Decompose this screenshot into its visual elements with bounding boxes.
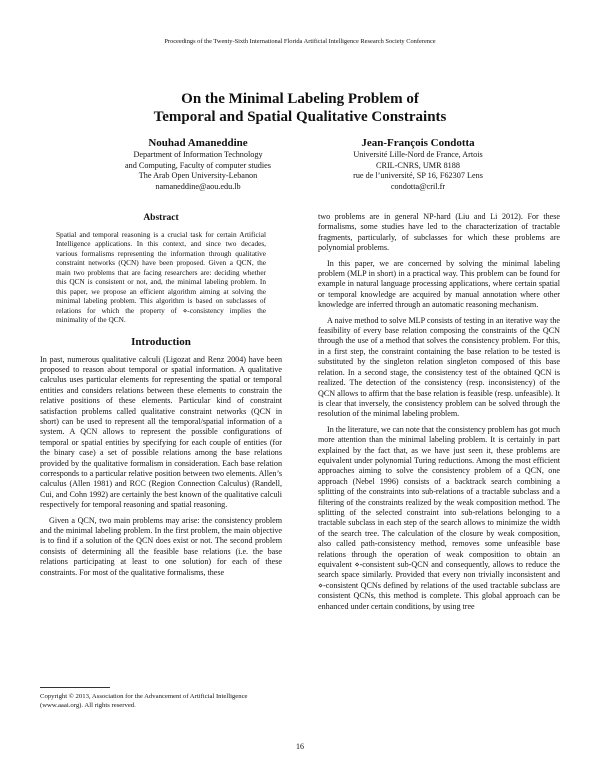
author-affiliation: Department of Information Technology [133, 150, 263, 159]
paper-title [0, 90, 600, 126]
body-paragraph: In this paper, we are concerned by solving the minimal labeling problem (MLP in short) in a practical way. This problem can be found for example in natural language processing applications, where certain spatial or temporal knowledge are acquired by manual annotation where other knowledge are inferred through an automatic reasoning mechanism. [318, 258, 560, 310]
right-column [318, 212, 560, 612]
abstract-heading: Abstract [143, 213, 179, 223]
left-column [40, 212, 282, 578]
footnote-divider [40, 687, 110, 688]
author-name: Nouhad Amaneddine [148, 137, 248, 149]
author-affiliation: Université Lille-Nord de France, Artois [353, 150, 483, 159]
author-affiliation: and Computing, Faculty of computer studies [125, 160, 271, 170]
author-affiliation: CRIL-CNRS, UMR 8188 [376, 160, 460, 170]
body-paragraph: In the literature, we can note that the consistency problem has got much more attention than the minimal labeling problem. It is certainly in part explained by the fact that, as we have just seen it, these problems are equivalent under polynomial Turing reductions. Among the most efficient approaches aiming to solve the consistency problem of a QCN, one approach (Nebel 1996) consists of a backtrack search combining a splitting of the constraints into sub-relations of a tractable subclass and a filtering of the constraints realized by the weak composition method. The splitting of the selected constraint into sub-relations belonging to a tractable subclass in each step of the search allows to minimize the width of the search tree. The calculation of the closure by weak composition, also called path-consistency method, removes some unfeasible base relations through the operation of weak composition to obtain an equivalent ⋄-consistent sub-QCN and consequently, allows to reduce the search space similarly. Provided that every non trivially inconsistent and ⋄-consistent QCNs defined by relations of the used tractable subclass are consistent QCNs, this method is complete. This global approach can be enhanced under certain conditions, by using tree [318, 424, 560, 611]
abstract-text: Spatial and temporal reasoning is a crucial task for certain Artificial Intelligence applications. In this context, and since two decades, various formalisms representing the information through qualitative constraint networks (QCN) have been proposed. Given a QCN, the main two problems that are facing researchers are: deciding whether this QCN is consistent or not, and, the minimal labeling problem. In this paper, we propose an efficient algorithm aiming at solving the minimal labeling problem. This algorithm is based on subclasses of relations for which the property of ⋄-consistency implies the minimality of the QCN. [56, 230, 266, 325]
introduction-heading: Introduction [131, 335, 191, 348]
body-paragraph: In past, numerous qualitative calculi (Ligozat and Renz 2004) have been proposed to reason about temporal or spatial information. A qualitative calculus uses particular elements for representing the spatial or temporal entities and considers relations between these elements to constrain the relative positions of these elements. Particular kind of constraint satisfaction problems called qualitative constraint networks (QCN in short) can be used to represent all the temporal/spatial information of a system. A QCN allows to represent the possible configurations of temporal or spatial entities by specifying for each couple of entities (for the binary case) a set of possible relations among the base relations provided by the qualitative formalism in consideration. Each base relation corresponds to a particular relative position between two elements. Allen’s calculus (Allen 1981) and RCC (Region Connection Calculus) (Randell, Cui, and Cohn 1992) are certainly the best known of the qualitative calculi respectively for temporal reasoning and spatial reasoning. [40, 354, 282, 510]
author-affiliation: The Arab Open University-Lebanon [138, 171, 258, 181]
author-email: condotta@cril.fr [390, 181, 446, 191]
author-block-1 [98, 137, 298, 192]
page-number: 16 [296, 742, 304, 751]
title-line-2: Temporal and Spatial Qualitative Constraints [153, 109, 447, 125]
body-paragraph: Given a QCN, two main problems may arise: the consistency problem and the minimal labeling problem. In the first problem, the main objective is to find if a solution of the QCN does exist or not. The second problem consists of determining all the feasible base relations (i.e. the base relations participating at least to one solution) for each of these constraints. For most of the qualitative formalisms, these [40, 515, 282, 577]
proceedings-header: Proceedings of the Twenty-Sixth International Florida Artificial Intelligence Research Society Conference [164, 38, 436, 45]
author-block-2 [318, 137, 518, 192]
copyright-notice: Copyright © 2013, Association for the Advancement of Artificial Intelligence (www.aaai.org). All rights reserved. [40, 693, 248, 709]
author-affiliation: rue de l’université, SP 16, F62307 Lens [353, 171, 483, 181]
author-email: namaneddine@aou.edu.lb [155, 181, 241, 191]
body-paragraph: A naive method to solve MLP consists of testing in an iterative way the feasibility of every base relation composing the constraints of the QCN through the use of a method that solves the consistency problem. For this, in a first step, the constraint containing the base relation to be tested is substituted by the singleton relation singleton composed of this base relation. In a second stage, the consistency test of the obtained QCN is realized. The detection of the consistency (resp. inconsistency) of the QCN allows to affirm that the base relation is feasible (resp. unfeasible). It is clear that inversely, the consistency problem can be solved through the resolution of the minimal labeling problem. [318, 315, 560, 419]
body-paragraph: two problems are in general NP-hard (Liu and Li 2012). For these formalisms, some studies have led to the characterization of tractable fragments, particularly, of subclasses for which these problems are polynomial problems. [318, 212, 560, 253]
author-name: Jean-François Condotta [361, 137, 475, 149]
title-line-1: On the Minimal Labeling Problem of [181, 91, 419, 107]
